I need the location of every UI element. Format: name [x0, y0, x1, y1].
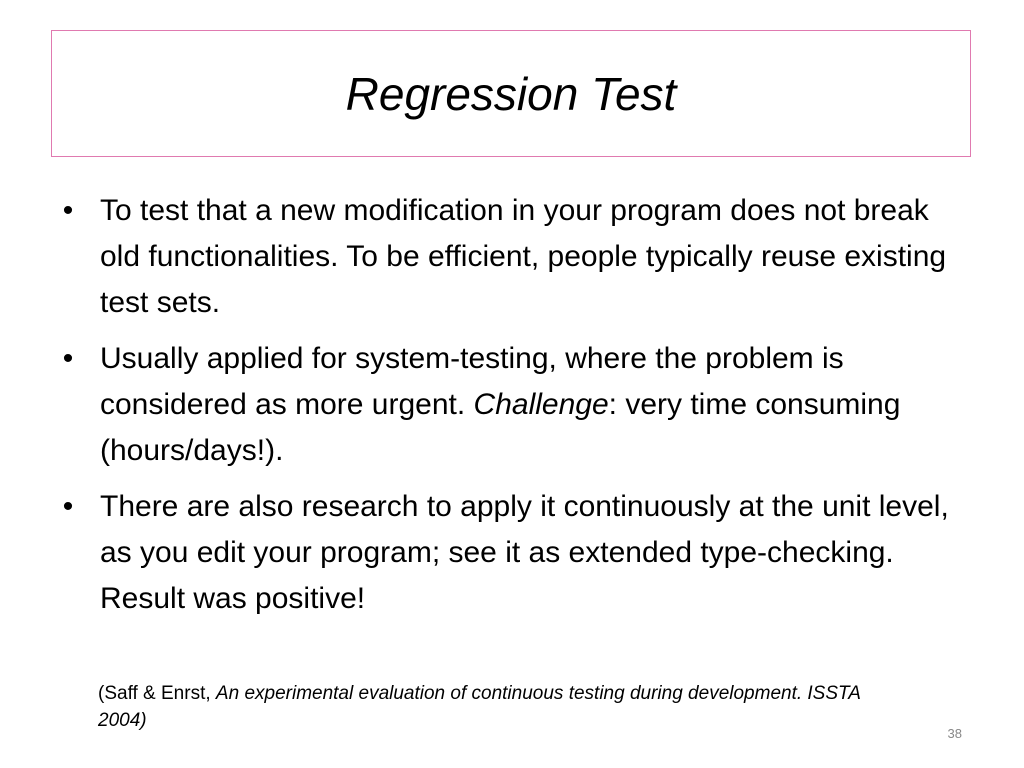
title-box: [51, 30, 971, 157]
bullet-text: There are also research to apply it continuously at the unit level, as you edit your program; see it as extended type-checking. Result was positive!: [100, 490, 949, 615]
bullet-item: [58, 336, 968, 474]
bullet-item: [58, 484, 968, 622]
bullet-item: [58, 188, 968, 326]
bullet-icon: •: [62, 490, 74, 523]
reference-lead: (Saff & Enrst,: [98, 683, 216, 704]
bullet-text-after: : very time consuming (hours/days!).: [100, 388, 901, 467]
page-number: 38: [947, 726, 962, 741]
bullet-text-before: Usually applied for system-testing, where the problem is considered as more urgent.: [100, 342, 844, 421]
bullet-list: [58, 188, 968, 632]
slide-title: Regression Test: [345, 67, 677, 120]
reference-title: An experimental evaluation of continuous testing during development. ISSTA 2004): [98, 683, 861, 731]
bullet-icon: •: [62, 194, 74, 227]
bullet-icon: •: [62, 342, 74, 375]
reference-citation: [98, 680, 898, 734]
bullet-text: To test that a new modification in your program does not break old functionalities. To be efficient, people typically reuse existing test sets.: [100, 194, 947, 319]
bullet-emphasis: Challenge: [473, 388, 609, 421]
